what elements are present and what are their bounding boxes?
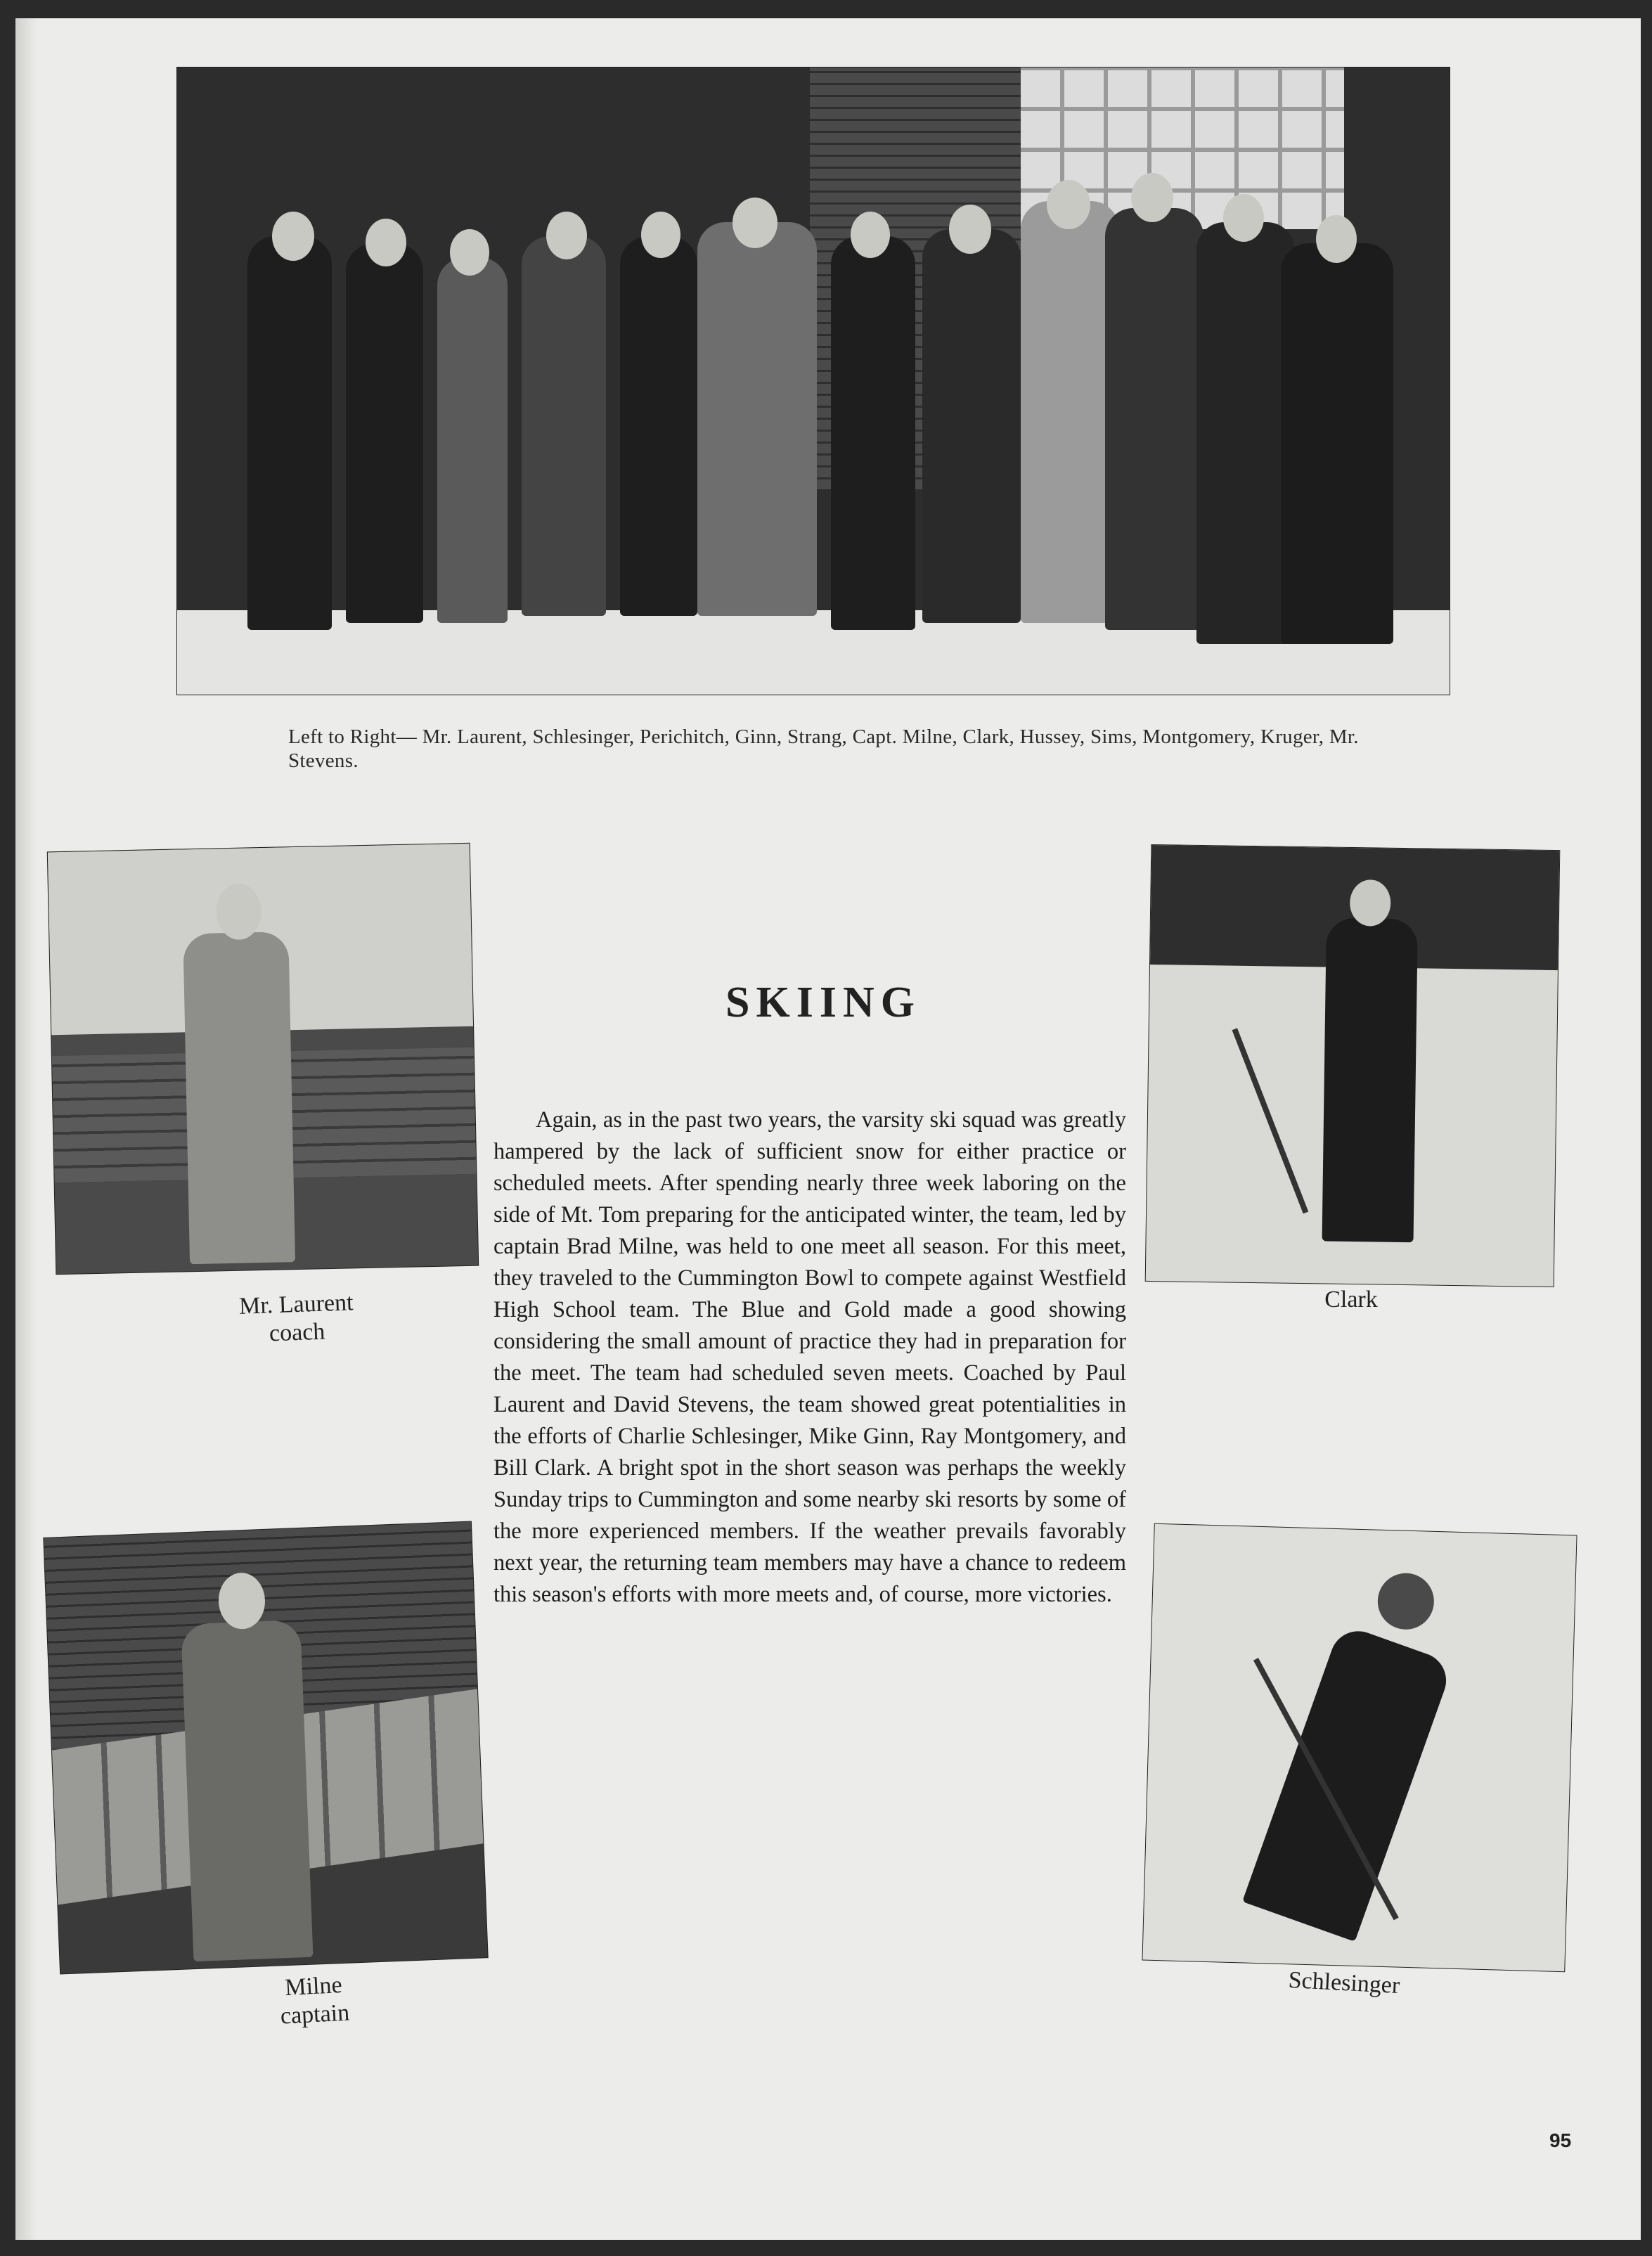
yearbook-page [15, 18, 1641, 2240]
caption-text: Left to Right— Mr. Laurent, Schlesinger, Perichitch, Ginn, Strang, Capt. Milne, Clark, Hussey, Sims, Montgomery, Kruger, Mr. Stevens. [288, 726, 1359, 772]
team-photo [177, 67, 1450, 695]
article-body [493, 1104, 1126, 1611]
article-title: SKIING [725, 979, 921, 1026]
team-photo-caption [288, 725, 1385, 773]
clark-photo [1146, 845, 1560, 1287]
laurent-role: coach [269, 1318, 325, 1347]
page-spine [15, 18, 37, 2240]
milne-role: captain [280, 1999, 350, 2030]
clark-label [1267, 1286, 1435, 1314]
schlesinger-photo [1142, 1524, 1576, 1972]
laurent-name: Mr. Laurent [238, 1289, 354, 1320]
clark-name: Clark [1324, 1287, 1378, 1313]
milne-name: Milne [284, 1971, 343, 2002]
laurent-photo [48, 844, 478, 1274]
milne-photo [44, 1522, 487, 1974]
milne-label [221, 1968, 407, 2033]
article-paragraph: Again, as in the past two years, the varsity ski squad was greatly hampered by the lack of sufficient snow for either practice or scheduled meets. After spending nearly three week laboring on the side of Mt. Tom preparing for the anticipated winter, the team, led by captain Brad Milne, was held to one meet all season. For this meet, they traveled to the Cummington Bowl to compete against Westfield High School team. The Blue and Gold made a good showing considering the small amount of practice they had in preparation for the meet. The team had scheduled seven meets. Coached by Paul Laurent and David Stevens, the team showed great potentialities in the efforts of Charlie Schlesinger, Mike Ginn, Ray Montgomery, and Bill Clark. A bright spot in the short season was perhaps the weekly Sunday trips to Cummington and some nearby ski resorts by some of the more experienced members. If the weather prevails favorably next year, the returning team members may have a chance to redeem this season's efforts with more meets and, of course, more victories. [493, 1107, 1126, 1607]
laurent-label [191, 1287, 404, 1351]
schlesinger-name: Schlesinger [1287, 1966, 1401, 1999]
schlesinger-label [1252, 1964, 1436, 2002]
page-number: 95 [1549, 2129, 1572, 2151]
